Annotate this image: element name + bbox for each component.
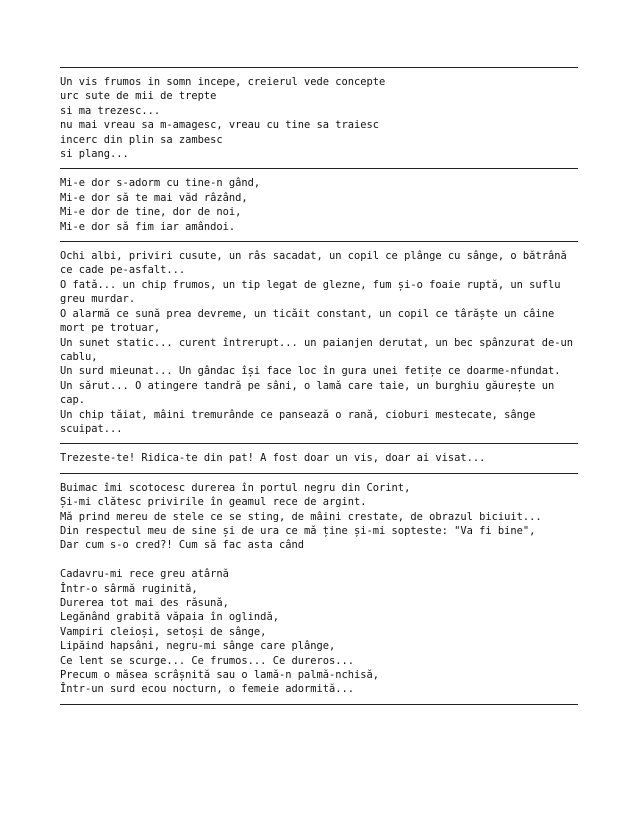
text-line: Precum o măsea scrâșnită sau o lamă-n palmă-nchisă,	[60, 669, 380, 682]
text-line: Ce lent se scurge... Ce frumos... Ce dureros...	[60, 654, 355, 667]
text-line: Un sunet static... curent întrerupt... un paianjen derutat, un bec spânzurat de-un	[60, 336, 573, 349]
text-line: Legănând grabită văpaia în oglindă,	[60, 611, 279, 624]
text-line: Vampiri cleioși, setoși de sânge,	[60, 625, 267, 638]
text-line: Mi-e dor s-adorm cu tine-n gând,	[60, 177, 261, 190]
stanza-4	[60, 444, 578, 472]
text-line: Mi-e dor să te mai văd râzând,	[60, 191, 248, 204]
text-line: Buimac îmi scotocesc durerea în portul negru din Corint,	[60, 481, 411, 494]
text-line: Un chip tăiat, mâini tremurânde ce pansează o rană, cioburi mestecate, sânge	[60, 408, 536, 421]
text-line: Un surd mieunat... Un gândac își face loc în gura unei fetițe ce doarme-nfundat.	[60, 365, 561, 378]
text-line: nu mai vreau sa m-amagesc, vreau cu tine sa traiesc	[60, 119, 380, 132]
text-line: Trezeste-te! Ridica-te din pat! A fost doar un vis, doar ai visat...	[60, 452, 486, 465]
text-line: incerc din plin sa zambesc	[60, 133, 223, 146]
text-line: ce cade pe-asfalt...	[60, 264, 186, 277]
text-line: urc sute de mii de trepte	[60, 90, 217, 103]
text-line: O alarmă ce sună prea devreme, un ticăit constant, un copil ce târăște un câine	[60, 307, 555, 320]
text-line: Într-un surd ecou nocturn, o femeie adormită...	[60, 683, 355, 696]
text-line: greu murdar.	[60, 293, 136, 306]
text-line: Cadavru-mi rece greu atârnă	[60, 568, 229, 581]
text-line: Lipăind hapsâni, negru-mi sânge care plânge,	[60, 640, 336, 653]
stanza-1	[60, 68, 578, 168]
text-line: si plang...	[60, 148, 129, 161]
stanza-2	[60, 169, 578, 241]
text-line: Și-mi clătesc privirile în geamul rece de argint.	[60, 496, 367, 509]
stanza-5	[60, 474, 578, 704]
divider	[60, 704, 578, 705]
text-line: Mi-e dor să fim iar amândoi.	[60, 220, 236, 233]
text-line: Durerea tot mai des răsună,	[60, 596, 229, 609]
text-line: Mi-e dor de tine, dor de noi,	[60, 206, 242, 219]
text-line: Ochi albi, priviri cusute, un râs sacadat, un copil ce plânge cu sânge, o bătrână	[60, 250, 567, 263]
text-line: O fată... un chip frumos, un tip legat de glezne, fum și-o foaie ruptă, un suflu	[60, 278, 561, 291]
text-line: cablu,	[60, 350, 98, 363]
text-line: si ma trezesc...	[60, 104, 161, 117]
text-line: Un vis frumos in somn incepe, creierul vede concepte	[60, 76, 386, 88]
text-line: Mă prind mereu de stele ce se sting, de mâini crestate, de obrazul biciuit...	[60, 510, 542, 523]
text-line: scuipat...	[60, 422, 123, 435]
text-line: Într-o sârmă ruginită,	[60, 582, 198, 595]
text-line: cap.	[60, 394, 86, 407]
text-line: mort pe trotuar,	[60, 322, 161, 335]
text-line: Dar cum s-o cred?! Cum să fac asta când	[60, 539, 304, 552]
text-line: Din respectul meu de sine și de ura ce mă ține și-mi sopteste: "Va fi bine",	[60, 524, 536, 537]
stanza-3	[60, 242, 578, 443]
text-line: Un sărut... O atingere tandră pe sâni, o lamă care taie, un burghiu găurește un	[60, 379, 555, 392]
blank-line	[60, 553, 578, 567]
document-page	[60, 67, 578, 705]
